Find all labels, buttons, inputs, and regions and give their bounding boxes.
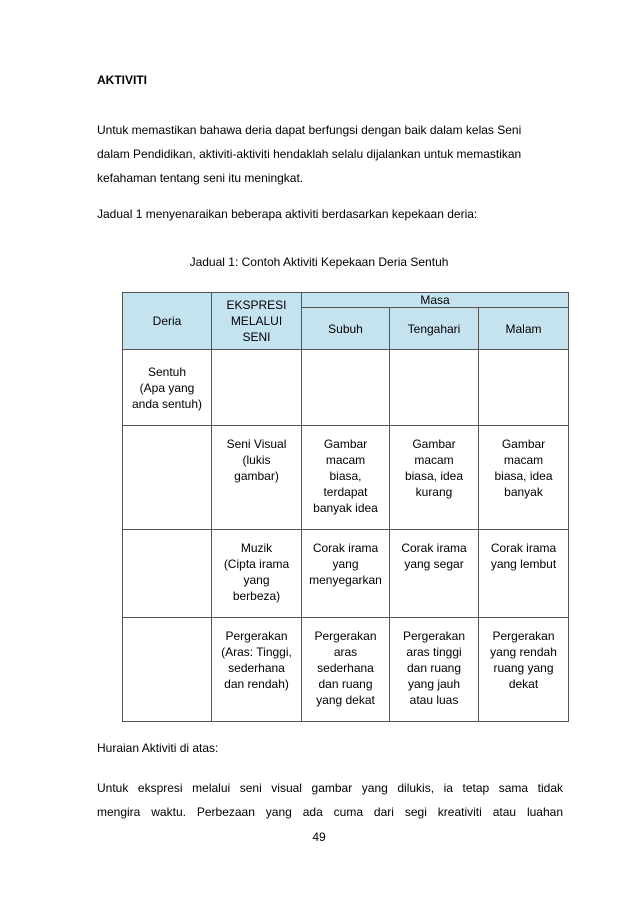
intro-paragraph — [97, 118, 563, 190]
cell-text-line: sederhana — [317, 661, 374, 675]
cell-text-line: terdapat — [323, 485, 368, 499]
table-cell-subuh — [302, 618, 390, 722]
table-intro-paragraph: Jadual 1 menyenaraikan beberapa aktiviti berdasarkan kepekaan deria: — [97, 207, 478, 221]
table-cell-ekspresi — [212, 350, 302, 426]
cell-text-line: Pergerakan — [314, 629, 377, 643]
cell-text-line: Gambar — [501, 437, 546, 451]
cell-text-line: (Cipta irama — [223, 557, 290, 571]
page-number: 49 — [312, 830, 326, 844]
table-cell-tengahari — [390, 530, 479, 618]
header-ekspresi: EKSPRESI MELALUI SENI — [212, 293, 302, 350]
cell-text-line: yang lembut — [490, 557, 557, 571]
cell-text-line: ruang yang — [493, 661, 554, 675]
cell-text-line: yang dekat — [316, 693, 375, 707]
table-row — [123, 426, 569, 530]
table-cell-malam — [479, 426, 569, 530]
table-cell-subuh — [302, 426, 390, 530]
table-cell-deria — [123, 618, 212, 722]
header-masa: Masa — [302, 293, 569, 308]
cell-text-line: macam — [503, 453, 544, 467]
cell-text-line: dan rendah) — [224, 677, 289, 691]
cell-text-line: yang rendah — [490, 645, 557, 659]
table-row — [123, 530, 569, 618]
header-deria: Deria — [123, 293, 212, 350]
table-row — [123, 618, 569, 722]
table-cell-ekspresi — [212, 530, 302, 618]
cell-text-line: biasa, — [329, 469, 362, 483]
cell-text-line: gambar) — [234, 469, 279, 483]
cell-text-line: (Aras: Tinggi, — [221, 645, 292, 659]
table-cell-tengahari — [390, 618, 479, 722]
cell-text-line: (lukis — [242, 453, 271, 467]
intro-line: dalam Pendidikan, aktiviti-aktiviti hendaklah selalu dijalankan untuk memastikan — [97, 147, 522, 161]
cell-text-line: dan ruang — [318, 677, 373, 691]
cell-text-line: Pergerakan — [225, 629, 288, 643]
table-cell-ekspresi — [212, 618, 302, 722]
cell-text-line: banyak idea — [313, 501, 378, 515]
closing-line: Untuk ekspresi melalui seni visual gambar yang dilukis, ia tetap sama tidak — [97, 781, 563, 795]
table-header-row — [123, 293, 569, 308]
cell-text-line: macam — [325, 453, 366, 467]
table-cell-tengahari — [390, 426, 479, 530]
cell-text-line: Pergerakan — [402, 629, 466, 643]
cell-text-line: banyak — [504, 485, 543, 499]
table-cell-deria — [123, 426, 212, 530]
cell-text-line: anda sentuh) — [131, 397, 203, 411]
cell-text-line: Seni Visual — [226, 437, 287, 451]
cell-text-line: biasa, idea — [494, 469, 553, 483]
table-cell-malam — [479, 350, 569, 426]
cell-text-line: Sentuh — [147, 365, 187, 379]
table-cell-subuh — [302, 350, 390, 426]
cell-text-line: Pergerakan — [492, 629, 555, 643]
cell-text-line: yang — [243, 573, 270, 587]
cell-text-line: sederhana — [228, 661, 285, 675]
section-heading: AKTIVITI — [97, 73, 147, 87]
cell-text-line: Gambar — [323, 437, 368, 451]
cell-text-line: yang jauh — [407, 677, 461, 691]
table-cell-subuh — [302, 530, 390, 618]
table-cell-ekspresi — [212, 426, 302, 530]
table-cell-malam — [479, 618, 569, 722]
table-caption: Jadual 1: Contoh Aktiviti Kepekaan Deria Sentuh — [189, 255, 449, 269]
header-malam: Malam — [479, 308, 569, 350]
intro-line: Untuk memastikan bahawa deria dapat berfungsi dengan baik dalam kelas Seni — [97, 123, 522, 137]
table-cell-malam — [479, 530, 569, 618]
cell-text-line: yang — [332, 557, 359, 571]
cell-text-line: dekat — [508, 677, 539, 691]
cell-text-line: Corak irama — [401, 541, 467, 555]
table-cell-deria — [123, 530, 212, 618]
cell-text-line: yang segar — [404, 557, 464, 571]
cell-text-line: aras tinggi — [406, 645, 462, 659]
cell-text-line: macam — [414, 453, 454, 467]
cell-text-line: Corak irama — [312, 541, 379, 555]
cell-text-line: Muzik — [240, 541, 273, 555]
cell-text-line: (Apa yang — [139, 381, 195, 395]
header-tengahari: Tengahari — [390, 308, 479, 350]
activity-table — [122, 292, 569, 722]
closing-line: mengira waktu. Perbezaan yang ada cuma dari segi kreativiti atau luahan — [97, 805, 563, 819]
cell-text-line: aras — [333, 645, 358, 659]
huraian-label: Huraian Aktiviti di atas: — [97, 741, 219, 755]
cell-text-line: kurang — [415, 485, 453, 499]
cell-text-line: Corak irama — [490, 541, 557, 555]
table-row — [123, 350, 569, 426]
cell-text-line: berbeza) — [232, 589, 281, 603]
cell-text-line: Gambar — [412, 437, 456, 451]
cell-text-line: dan ruang — [406, 661, 462, 675]
table-cell-tengahari — [390, 350, 479, 426]
table-cell-deria — [123, 350, 212, 426]
cell-text-line: menyegarkan — [309, 573, 382, 587]
intro-line: kefahaman tentang seni itu meningkat. — [97, 171, 304, 185]
cell-text-line: atau luas — [409, 693, 459, 707]
header-subuh: Subuh — [302, 308, 390, 350]
cell-text-line: biasa, idea — [404, 469, 464, 483]
